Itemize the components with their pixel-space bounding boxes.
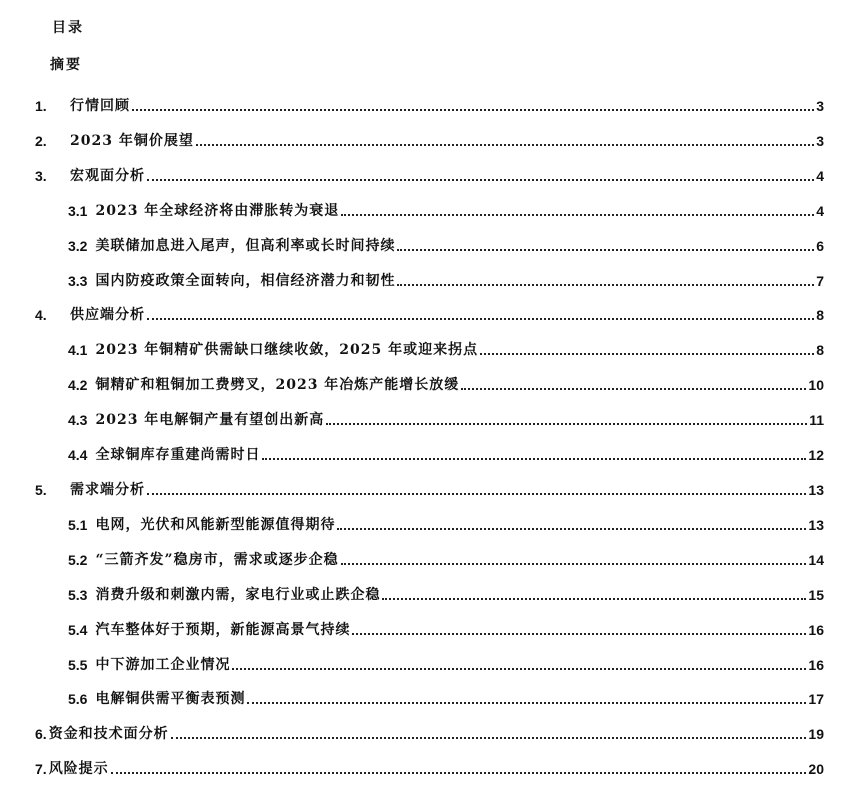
entry-title: 国内防疫政策全面转向，相信经济潜力和韧性 xyxy=(95,273,396,289)
entry-page-number: 12 xyxy=(808,447,824,463)
toc-entry-1[interactable] xyxy=(35,92,824,114)
dot-leader xyxy=(326,422,807,425)
dot-leader xyxy=(147,178,814,181)
entry-number: 4.4 xyxy=(68,447,88,463)
entry-number: 4. xyxy=(35,307,47,323)
entry-number: 3. xyxy=(35,168,47,184)
toc-entry-5-6[interactable] xyxy=(68,685,824,707)
dot-leader xyxy=(111,771,807,774)
toc-entry-4-4[interactable] xyxy=(68,441,824,463)
toc-entry-3[interactable] xyxy=(35,162,824,184)
entry-title: 需求端分析 xyxy=(70,482,145,498)
entry-title: 中下游加工企业情况 xyxy=(95,657,231,673)
toc-entry-5-1[interactable] xyxy=(68,511,824,533)
entry-title: “三箭齐发”稳房市，需求或逐步企稳 xyxy=(95,552,339,568)
entry-number: 5.5 xyxy=(68,657,88,673)
entry-title: 2023 年全球经济将由滞胀转为衰退 xyxy=(95,203,340,219)
toc-entry-3-2[interactable] xyxy=(68,232,824,254)
toc-entry-5-4[interactable] xyxy=(68,616,824,638)
toc-entry-5[interactable] xyxy=(35,476,824,498)
entry-title: 行情回顾 xyxy=(70,98,130,114)
entry-title: 风险提示 xyxy=(48,761,109,777)
entry-number: 1. xyxy=(35,98,47,114)
entry-page-number: 8 xyxy=(816,342,824,358)
entry-page-number: 6 xyxy=(816,238,824,254)
entry-number: 3.3 xyxy=(68,273,88,289)
toc-entry-4-1[interactable] xyxy=(68,336,824,358)
entry-page-number: 13 xyxy=(808,517,824,533)
toc-entry-4-2[interactable] xyxy=(68,371,824,393)
entry-page-number: 15 xyxy=(808,587,824,603)
entry-number: 5.3 xyxy=(68,587,88,603)
dot-leader xyxy=(461,387,806,390)
entry-page-number: 11 xyxy=(809,412,824,428)
dot-leader xyxy=(196,143,814,146)
toc-entry-4-3[interactable] xyxy=(68,406,824,428)
toc-entry-5-2[interactable] xyxy=(68,546,824,568)
toc-entry-3-1[interactable] xyxy=(68,197,824,219)
entry-number: 5.2 xyxy=(68,552,88,568)
dot-leader xyxy=(247,701,806,704)
entry-page-number: 16 xyxy=(808,622,824,638)
entry-page-number: 7 xyxy=(816,273,824,289)
toc-entry-6[interactable] xyxy=(35,720,824,742)
entry-number: 5. xyxy=(35,482,47,498)
entry-number: 6. xyxy=(35,726,47,742)
entry-number: 4.1 xyxy=(68,342,88,358)
entry-page-number: 10 xyxy=(808,377,824,393)
dot-leader xyxy=(232,667,806,670)
dot-leader xyxy=(397,248,814,251)
entry-number: 2. xyxy=(35,133,47,149)
dot-leader xyxy=(382,597,806,600)
entry-title: 电解铜供需平衡表预测 xyxy=(95,691,246,707)
toc-entry-2[interactable] xyxy=(35,127,824,149)
dot-leader xyxy=(352,632,806,635)
entry-number: 4.2 xyxy=(68,377,88,393)
entry-title: 美联储加息进入尾声，但高利率或长时间持续 xyxy=(95,238,396,254)
entry-page-number: 14 xyxy=(808,552,824,568)
entry-number: 3.1 xyxy=(68,203,88,219)
entry-page-number: 13 xyxy=(808,482,824,498)
entry-title: 2023 年铜精矿供需缺口继续收敛，2025 年或迎来拐点 xyxy=(95,342,479,358)
dot-leader xyxy=(341,213,814,216)
entry-title: 铜精矿和粗铜加工费劈叉，2023 年冶炼产能增长放缓 xyxy=(95,377,460,393)
dot-leader xyxy=(262,457,806,460)
entry-number: 5.1 xyxy=(68,517,88,533)
abstract-heading[interactable]: 摘要 xyxy=(50,57,82,73)
entry-page-number: 20 xyxy=(808,761,824,777)
entry-number: 3.2 xyxy=(68,238,88,254)
entry-page-number: 3 xyxy=(816,133,824,149)
entry-title: 消费升级和刺激内需，家电行业或止跌企稳 xyxy=(95,587,381,603)
dot-leader xyxy=(147,317,814,320)
entry-title: 2023 年电解铜产量有望创出新高 xyxy=(95,412,325,428)
entry-title: 供应端分析 xyxy=(70,307,145,323)
toc-entry-5-3[interactable] xyxy=(68,581,824,603)
entry-number: 5.6 xyxy=(68,691,88,707)
entry-page-number: 4 xyxy=(816,168,824,184)
dot-leader xyxy=(480,352,814,355)
entry-page-number: 8 xyxy=(816,307,824,323)
dot-leader xyxy=(171,736,807,739)
entry-page-number: 16 xyxy=(808,657,824,673)
entry-page-number: 19 xyxy=(808,726,824,742)
entry-title: 电网，光伏和风能新型能源值得期待 xyxy=(95,517,336,533)
toc-entry-7[interactable] xyxy=(35,755,824,777)
contents-heading: 目录 xyxy=(52,20,84,36)
toc-entry-5-5[interactable] xyxy=(68,651,824,673)
dot-leader xyxy=(341,562,807,565)
entry-title: 2023 年铜价展望 xyxy=(70,133,194,149)
entry-page-number: 3 xyxy=(816,98,824,114)
dot-leader xyxy=(132,108,814,111)
entry-page-number: 17 xyxy=(808,691,824,707)
entry-title: 宏观面分析 xyxy=(70,168,145,184)
toc-entry-4[interactable] xyxy=(35,301,824,323)
entry-number: 4.3 xyxy=(68,412,88,428)
entry-title: 汽车整体好于预期，新能源高景气持续 xyxy=(95,622,351,638)
dot-leader xyxy=(397,283,814,286)
entry-title: 全球铜库存重建尚需时日 xyxy=(95,447,261,463)
entry-number: 5.4 xyxy=(68,622,88,638)
entry-page-number: 4 xyxy=(816,203,824,219)
dot-leader xyxy=(147,492,806,495)
entry-number: 7. xyxy=(35,761,47,777)
entry-title: 资金和技术面分析 xyxy=(48,726,169,742)
dot-leader xyxy=(337,527,806,530)
toc-entry-3-3[interactable] xyxy=(68,267,824,289)
